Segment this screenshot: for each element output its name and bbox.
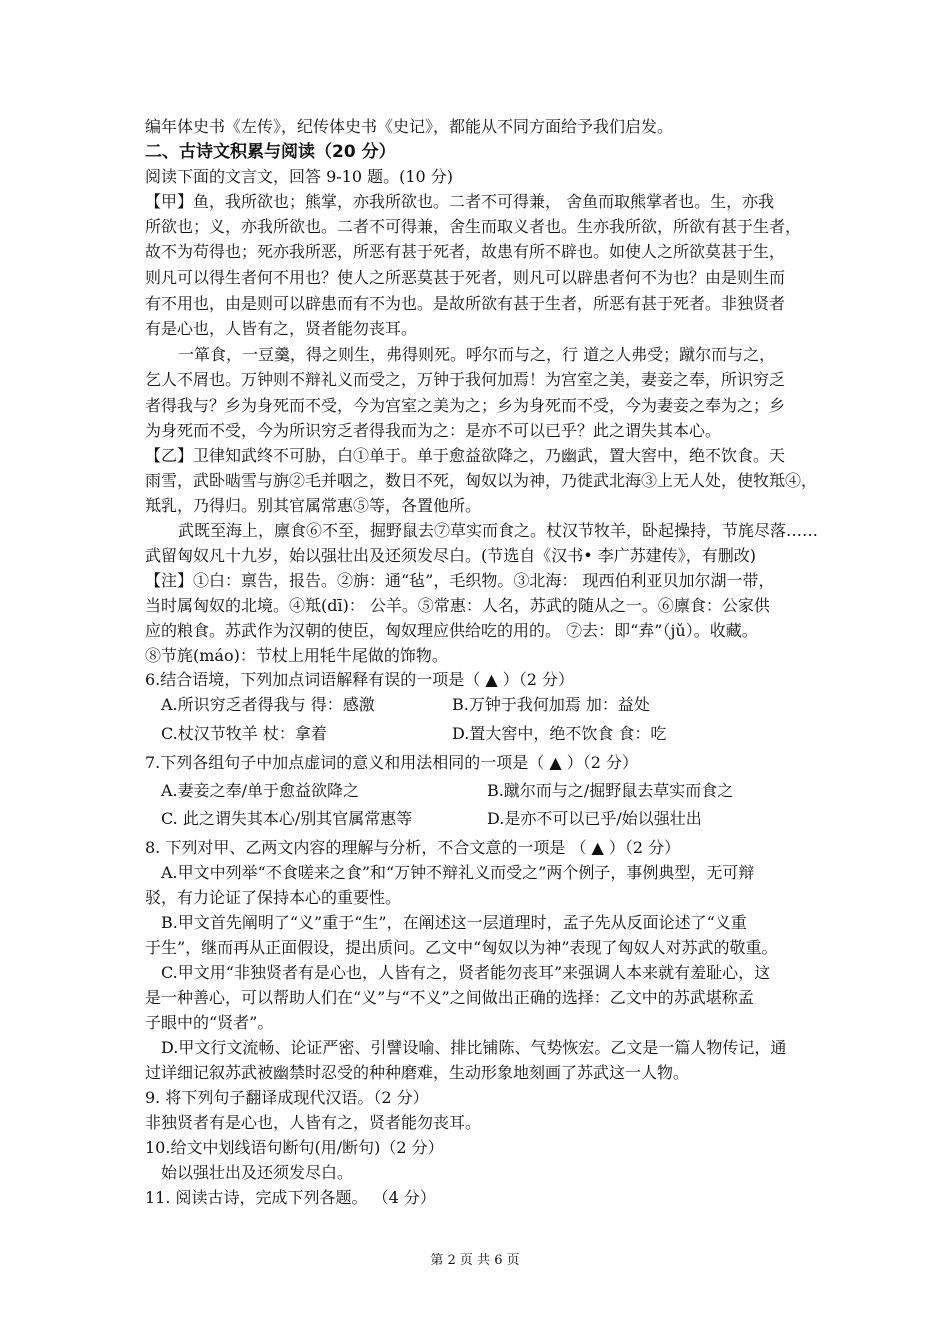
question-6-option-c: C.杖汉节牧羊 杖：拿着 — [161, 724, 327, 743]
intro-line: 编年体史书《左传》，纪传体史书《史记》，都能从不同方面给予我们启发。 — [145, 117, 674, 136]
page-footer: 第 2 页 共 6 页 — [430, 1253, 520, 1268]
question-7-option-d: D.是亦不可以已乎/始以强壮出 — [487, 809, 702, 828]
question-9-stem: 9. 将下列句子翻译成现代汉语。（2 分） — [145, 1088, 429, 1107]
passage-jia-line: 有是心也，人皆有之，贤者能勿丧耳。 — [145, 319, 418, 338]
passage-jia-line: 则凡可以得生者何不用也？使人之所恶莫甚于死者，则凡可以辟患者何不为也？由是则生而 — [145, 268, 786, 287]
question-7-option-a: A.妻妾之奉/单于愈益欲降之 — [161, 781, 360, 800]
question-6-option-b: B.万钟于我何加焉 加：益处 — [452, 695, 650, 714]
question-10-sentence: 始以强壮出及还须发尽白。 — [161, 1163, 354, 1182]
question-8-option-a: A.甲文中列举“不食嗟来之食”和“万钟不辩礼义而受之”两个例子，事例典型，无可辩 — [161, 863, 755, 882]
question-10-stem: 10.给文中划线语句断句(用/断句)（2 分） — [145, 1138, 444, 1157]
passage-yi-line: 羝乳，乃得归。别其官属常惠⑤等，各置他所。 — [145, 496, 482, 515]
section-heading: 二、古诗文积累与阅读（20 分） — [145, 142, 396, 162]
question-7-option-b: B.蹴尔而与之/掘野鼠去草实而食之 — [487, 781, 734, 800]
question-8-option-c: C.甲文用“非独贤者有是心也，人皆有之，贤者能勿丧耳”来强调人本来就有羞耻心，这 — [161, 963, 771, 982]
passage-jia-line: 所欲也；义，亦我所欲也。二者不可得兼，舍生而取义者也。生亦我所欲，所欲有甚于生者， — [145, 217, 802, 236]
passage-jia-line: 一箪食，一豆羹，得之则生，弗得则死。呼尔而与之，行 道之人弗受；蹴尔而与之， — [178, 345, 776, 364]
question-8-option-c-cont: 是一种善心，可以帮助人们在“义”与“不义”之间做出正确的选择：乙文中的苏武堪称孟 — [145, 988, 754, 1007]
passage-jia-line: 乞人不屑也。万钟则不辩礼义而受之，万钟于我何加焉！为宫室之美，妻妾之奉，所识穷乏 — [145, 370, 786, 389]
question-6-stem: 6.结合语境，下列加点词语解释有误的一项是（ ▲ ）（2 分） — [145, 670, 575, 689]
passage-yi-line: 【乙】卫律知武终不可胁，白①单于。单于愈益欲降之，乃幽武，置大窖中，绝不饮食。天 — [145, 446, 786, 465]
reading-instruction: 阅读下面的文言文，回答 9-10 题。(10 分) — [145, 167, 454, 186]
question-6-option-d: D.置大窖中，绝不饮食 食：吃 — [452, 724, 667, 743]
question-7-stem: 7.下列各组句子中加点虚词的意义和用法相同的一项是（ ▲ ）（2 分） — [145, 753, 639, 772]
question-8-option-d: D.甲文行文流畅、论证严密、引譬设喻、排比铺陈、气势恢宏。乙文是一篇人物传记，通 — [161, 1038, 787, 1057]
question-8-option-d-cont: 过详细记叙苏武被幽禁时忍受的种种磨难，生动形象地刻画了苏武这一人物。 — [145, 1063, 690, 1082]
passage-yi-line: 武留匈奴凡十九岁，始以强壮出及还须发尽白。(节选自《汉书• 李广苏建传》，有删改) — [145, 546, 757, 565]
question-11-stem: 11. 阅读古诗，完成下列各题。 （4 分） — [145, 1188, 436, 1207]
notes-line: 【注】①白：禀告，报告。②旃：通“毡”，毛织物。③北海： 现西伯利亚贝加尔湖一带， — [145, 571, 775, 590]
notes-line: 应的粮食。苏武作为汉朝的使臣，匈奴理应供给吃的用的。 ⑦去：即“弆”（jǔ）。收藏。 — [145, 621, 758, 640]
question-6-option-a: A.所识穷乏者得我与 得：感激 — [161, 695, 375, 714]
question-7-option-c: C. 此之谓失其本心/别其官属常惠等 — [161, 809, 413, 828]
question-9-sentence: 非独贤者有是心也，人皆有之，贤者能勿丧耳。 — [145, 1113, 482, 1132]
passage-jia-line: 【甲】鱼，我所欲也；熊掌，亦我所欲也。二者不可得兼， 舍鱼而取熊掌者也。生，亦我 — [145, 192, 775, 211]
passage-jia-line: 为身死而不受，今为所识穷乏者得我而为之：是亦不可以已乎？此之谓失其本心。 — [145, 421, 722, 440]
question-8-option-a-cont: 驳，有力论证了保持本心的重要性。 — [145, 888, 402, 907]
passage-jia-line: 故不为苟得也；死亦我所恶，所恶有甚于死者，故患有所不辟也。如使人之所欲莫甚于生， — [145, 242, 786, 261]
notes-line: ⑧节旄(máo)：节杖上用牦牛尾做的饰物。 — [145, 646, 448, 665]
passage-jia-line: 有不用也，由是则可以辟患而有不为也。是故所欲有甚于生者，所恶有甚于死者。非独贤者 — [145, 294, 786, 313]
passage-jia-line: 者得我与？乡为身死而不受，今为宫室之美为之；乡为身死而不受，今为妻妾之奉为之；乡 — [145, 396, 786, 415]
passage-yi-line: 雨雪，武卧啮雪与旃②毛并咽之，数日不死，匈奴以为神，乃徙武北海③上无人处，使牧羝④， — [145, 471, 818, 490]
question-8-option-b-cont: 于生”，继而再从正面假设，提出质问。乙文中“匈奴以为神”表现了匈奴人对苏武的敬重。 — [145, 938, 778, 957]
question-8-stem: 8. 下列对甲、乙两文内容的理解与分析，不合文意的一项是 （ ▲ ）（2 分） — [145, 838, 681, 857]
question-8-option-b: B.甲文首先阐明了“义”重于“生”，在阐述这一层道理时，孟子先从反面论述了“义重 — [161, 913, 747, 932]
notes-line: 当时属匈奴的北境。④羝(dī)： 公羊。⑤常惠：人名，苏武的随从之一。⑥廪食：公家供 — [145, 596, 770, 615]
passage-yi-line: 武既至海上，廪食⑥不至，掘野鼠去⑦草实而食之。杖汉节牧羊，卧起操持，节旄尽落…… — [178, 521, 819, 540]
question-8-option-c-cont: 子眼中的“贤者”。 — [145, 1013, 274, 1032]
